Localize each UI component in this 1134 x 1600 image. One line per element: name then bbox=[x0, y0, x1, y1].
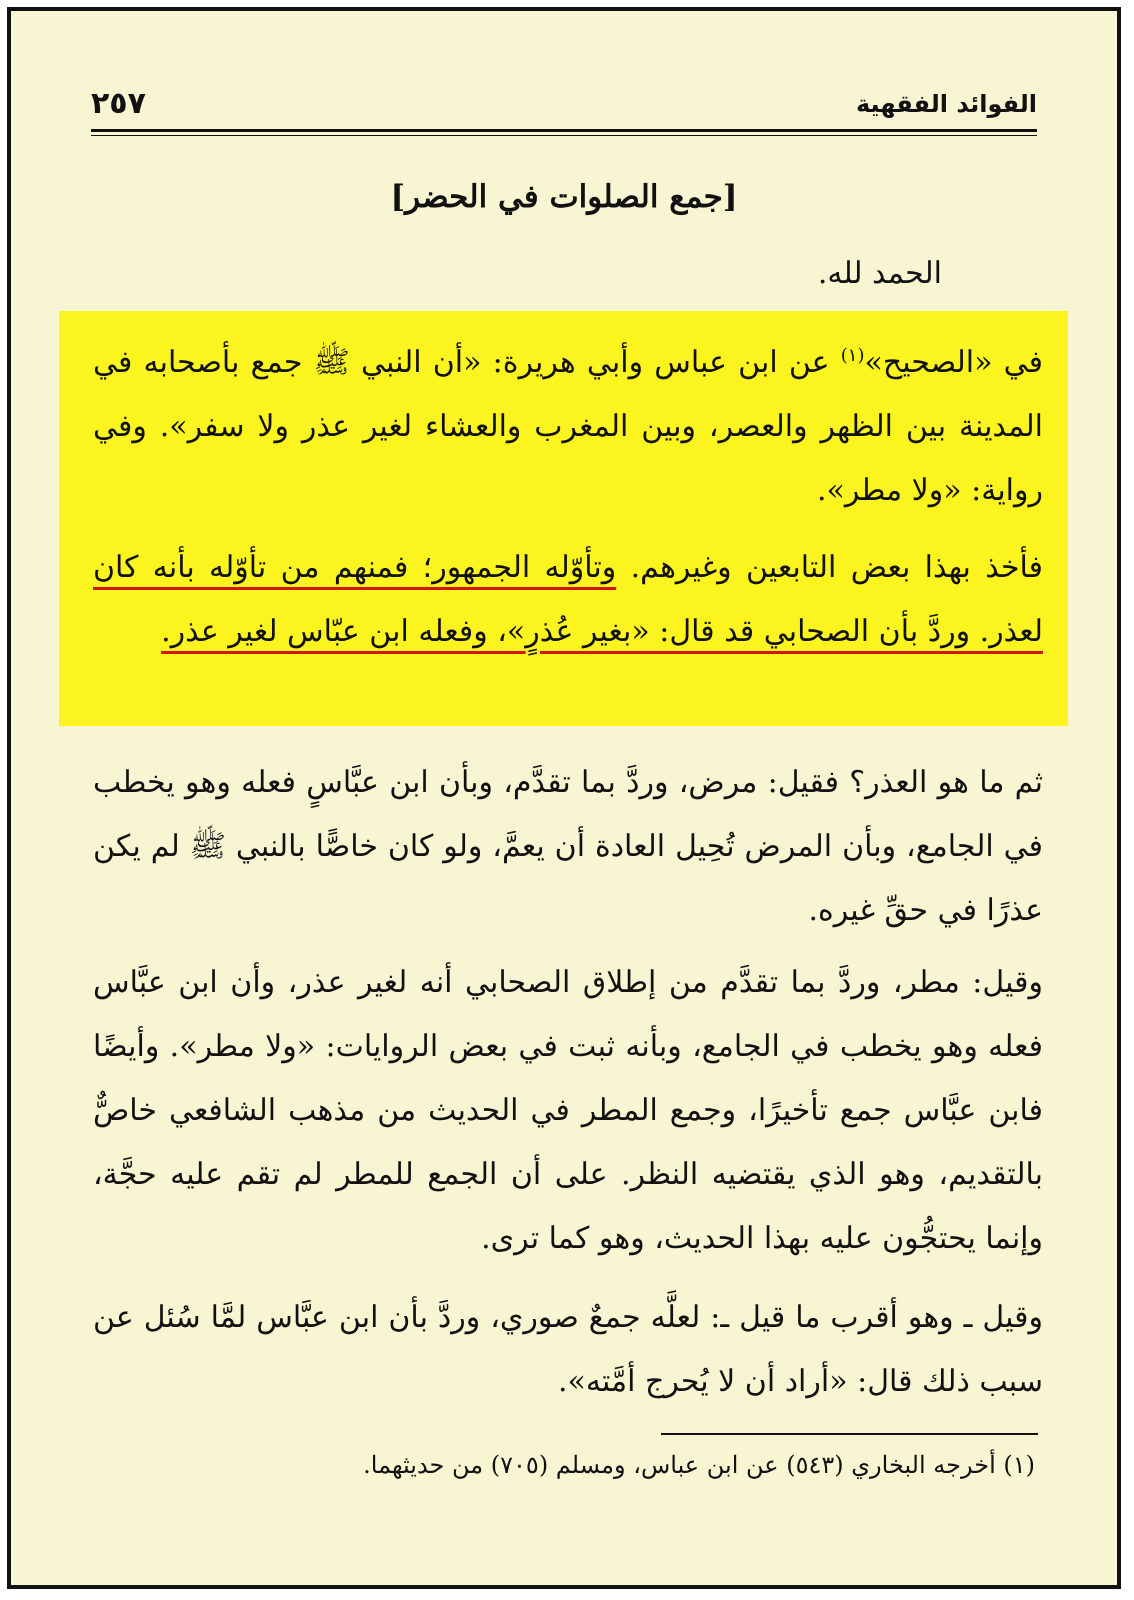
paragraph-illness bbox=[93, 751, 1043, 943]
paragraph-rain-text: وقيل: مطر، وردَّ بما تقدَّم من إطلاق الصحابي أنه لغير عذر، وأن ابن عبَّاس فعله وهو يخطب في الجامع، وبأنه ثبت في بعض الروايات: «ولا مطر». وأيضًا فابن عبَّاس جمع تأخيرًا، وجمع المطر في الحديث من مذهب الشافعي خاصٌّ بالتقديم، وهو الذي يقتضيه النظر. على أن الجمع للمطر لم تقم عليه حجَّة، وإنما يحتجُّون عليه بهذا الحديث، وهو كما ترى. bbox=[93, 965, 1043, 1256]
page-header bbox=[91, 86, 1037, 126]
paragraph-hadith bbox=[93, 331, 1043, 523]
paragraph-formal-combination bbox=[93, 1286, 1043, 1414]
paragraph-hadith-rest: عن ابن عباس وأبي هريرة: «أن النبي ﷺ جمع بأصحابه في المدينة بين الظهر والعصر، وبين المغرب والعشاء لغير عذر ولا سفر». وفي رواية: «ولا مطر». bbox=[93, 345, 1043, 508]
opening-line: الحمد لله. bbox=[817, 256, 942, 291]
footnote: (١) أخرجه البخاري (٥٤٣) عن ابن عباس، ومسلم (٧٠٥) من حديثهما. bbox=[363, 1451, 1035, 1479]
paragraph-formal-combination-text: وقيل ـ وهو أقرب ما قيل ـ: لعلَّه جمعٌ صوري، وردَّ بأن ابن عبَّاس لمَّا سُئل عن سبب ذلك قال: «أراد أن لا يُحرج أمَّته». bbox=[93, 1300, 1043, 1399]
paragraph-illness-text: ثم ما هو العذر؟ فقيل: مرض، وردَّ بما تقدَّم، وبأن ابن عبَّاسٍ فعله وهو يخطب في الجامع، وبأن المرض تُحِيل العادة أن يعمَّ، ولو كان خاصًّا بالنبي ﷺ لم يكن عذرًا في حقِّ غيره. bbox=[93, 765, 1043, 928]
book-page bbox=[7, 7, 1121, 1589]
paragraph-rain bbox=[93, 951, 1043, 1271]
paragraph-hadith-start: في «الصحيح» bbox=[864, 345, 1043, 380]
running-title: الفوائد الفقهية bbox=[856, 90, 1037, 118]
page-number: ٢٥٧ bbox=[91, 86, 146, 121]
paragraph-interpretation bbox=[93, 536, 1043, 664]
chapter-title: [جمع الصلوات في الحضر] bbox=[390, 179, 738, 215]
underlined-passage: وتأوّله الجمهور؛ فمنهم من تأوّله بأنه كان لعذر. وردَّ بأن الصحابي قد قال: «بغير عُذرٍ»، وفعله ابن عبّاس لغير عذر. bbox=[93, 550, 1043, 649]
footnote-separator bbox=[661, 1433, 1038, 1435]
paragraph-interpretation-start: فأخذ بهذا بعض التابعين وغيرهم. bbox=[616, 550, 1043, 585]
header-rule-thick bbox=[91, 129, 1037, 132]
footnote-reference[interactable]: (١) bbox=[840, 345, 865, 366]
header-rule-thin bbox=[91, 135, 1037, 136]
